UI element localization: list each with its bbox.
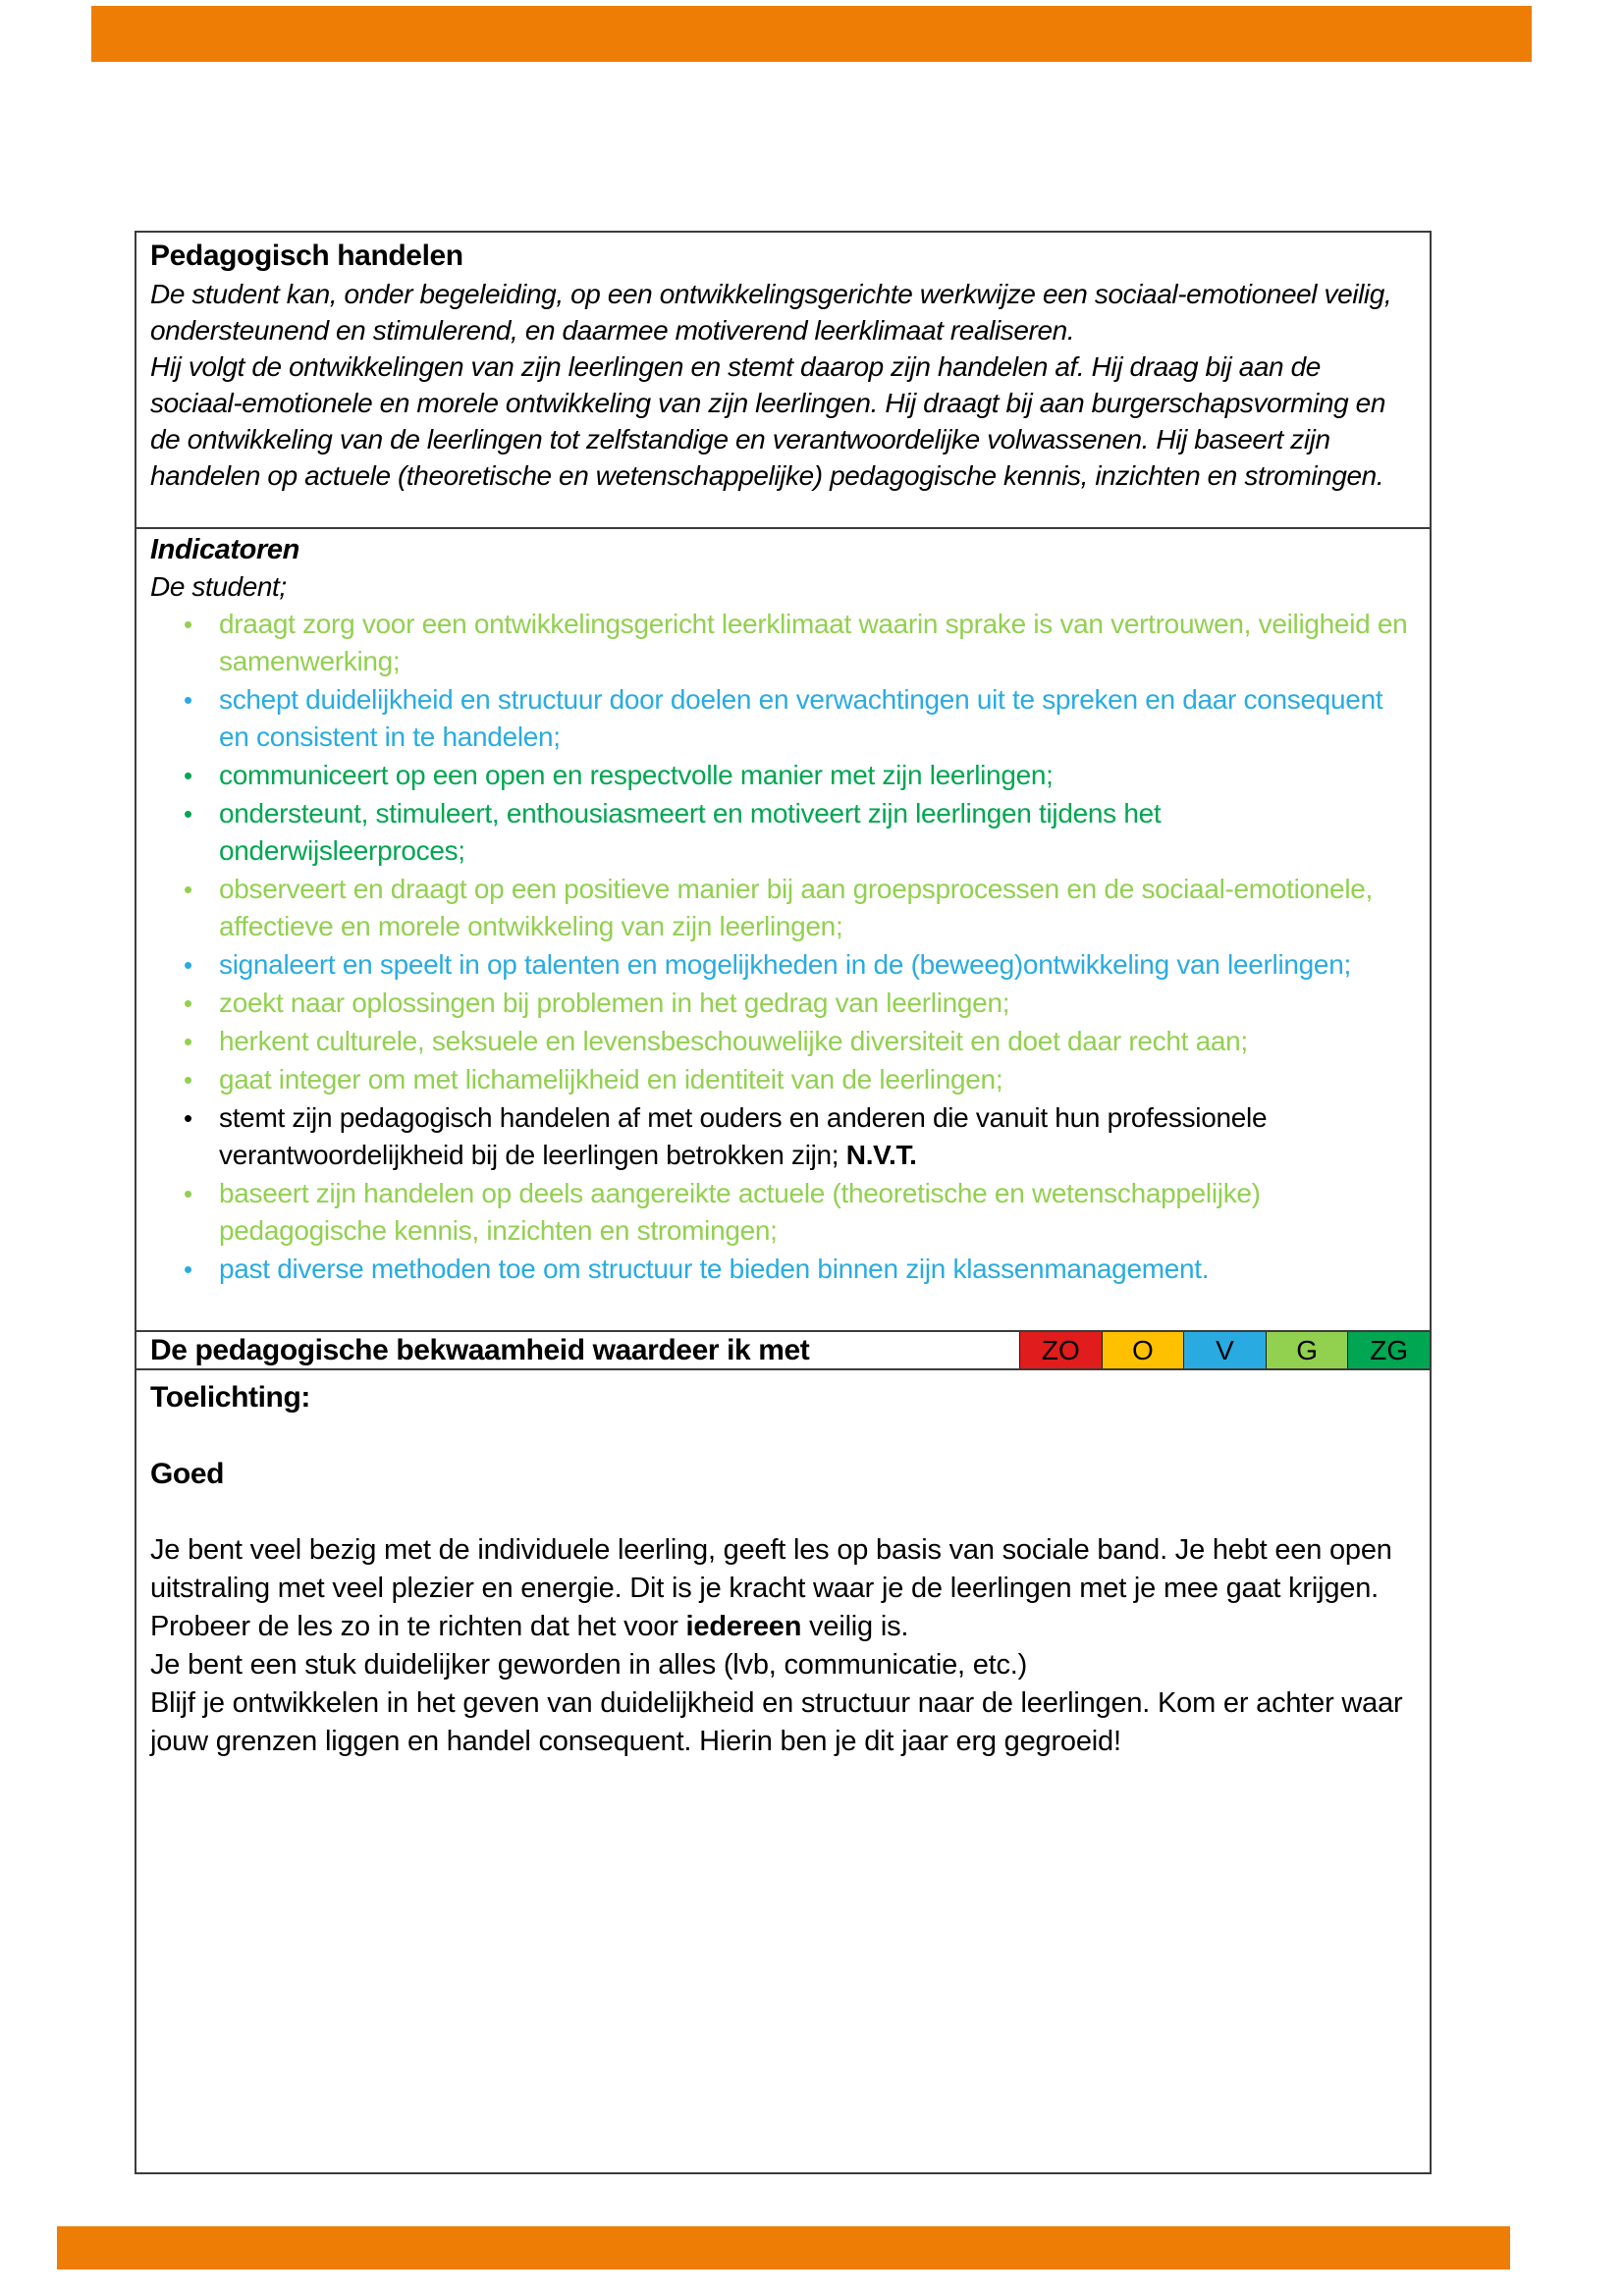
section-title: Pedagogisch handelen (150, 240, 463, 272)
indicator-text: stemt zijn pedagogisch handelen af met ouders en anderen die vanuit hun professionele verantwoordelijkheid bij de leerlingen betrokken zijn; (219, 1102, 1268, 1170)
indicator-text: ondersteunt, stimuleert, enthousiasmeert en motiveert zijn leerlingen tijdens het onderwijsleerproces; (219, 798, 1162, 866)
indicator-item (150, 871, 1414, 945)
feedback-paragraph-2: Je bent een stuk duidelijker geworden in alles (lvb, communicatie, etc.) (150, 1649, 1028, 1681)
rating-cell-zo: ZO (1019, 1332, 1102, 1368)
indicator-text: draagt zorg voor een ontwikkelingsgericht leerklimaat waarin sprake is van vertrouwen, veiligheid en samenwerking; (219, 609, 1408, 676)
top-orange-bar (91, 6, 1532, 62)
bullet-icon: • (184, 1255, 192, 1284)
bullet-icon: • (184, 1179, 192, 1208)
indicator-text: observeert en draagt op een positieve manier bij aan groepsprocessen en de sociaal-emotionele, affectieve en morele ontwikkeling van zijn leerlingen; (219, 874, 1373, 941)
rating-cell-zg: ZG (1347, 1332, 1430, 1368)
bullet-icon: • (184, 875, 192, 904)
indicator-item (150, 1251, 1414, 1288)
indicator-text: communiceert op een open en respectvolle manier met zijn leerlingen; (219, 760, 1054, 790)
grade-label: Goed (150, 1458, 225, 1490)
feedback-paragraph-3: Blijf je ontwikkelen in het geven van duidelijkheid en structuur naar de leerlingen. Kom er achter waar jouw grenzen liggen en handel consequent. Hierin ben je dit jaar erg gegroeid! (150, 1687, 1403, 1757)
indicator-text: gaat integer om met lichamelijkheid en identiteit van de leerlingen; (219, 1064, 1003, 1095)
indicator-text: zoekt naar oplossingen bij problemen in het gedrag van leerlingen; (219, 988, 1010, 1018)
indicator-text: schept duidelijkheid en structuur door doelen en verwachtingen uit te spreken en daar consequent en consistent in te handelen; (219, 684, 1383, 752)
bullet-icon: • (184, 988, 192, 1018)
bullet-icon: • (184, 950, 192, 980)
bullet-icon: • (184, 610, 192, 639)
feedback-text: Je bent veel bezig met de individuele leerling, geeft les op basis van sociale band. Je hebt een open uitstraling met veel plezier en energie. Dit is je kracht waar je de leerlingen met je mee gaat krijgen. Probeer de les zo in te richten dat het voor (150, 1534, 1392, 1642)
indicators-heading: Indicatoren (150, 534, 299, 565)
bullet-icon: • (184, 685, 192, 715)
indicator-item (150, 1061, 1414, 1098)
bottom-orange-bar (57, 2226, 1510, 2269)
rating-label: De pedagogische bekwaamheid waardeer ik met (150, 1333, 810, 1366)
section-indicatoren (136, 527, 1430, 1330)
spacer (150, 1416, 1414, 1455)
indicator-text: signaleert en speelt in op talenten en mogelijkheden in de (beweeg)ontwikkeling van leerlingen; (219, 949, 1351, 980)
indicator-item (150, 606, 1414, 680)
feedback-paragraph-1 (150, 1531, 1414, 1646)
indicator-item (150, 757, 1414, 794)
competency-description-2: Hij volgt de ontwikkelingen van zijn leerlingen en stemt daarop zijn handelen af. Hij draag bij aan de sociaal-emotionele en morele ontwikkeling van zijn leerlingen. Hij draagt bij aan burgerschapsvorming en de ontwikkeling van de leerlingen tot zelfstandige en verantwoordelijke volwassenen. Hij baseert zijn handelen op actuele (theoretische en wetenschappelijke) pedagogische kennis, inzichten en stromingen. (150, 351, 1385, 491)
rating-cell-g: G (1266, 1332, 1348, 1368)
toelichting-heading: Toelichting: (150, 1381, 310, 1414)
indicator-item (150, 1175, 1414, 1250)
feedback-text: veilig is. (801, 1611, 909, 1642)
bullet-icon: • (184, 761, 192, 790)
indicator-nvt-label: N.V.T. (845, 1140, 917, 1170)
indicator-item (150, 681, 1414, 756)
indicator-item (150, 1023, 1414, 1060)
rating-cell-o: O (1102, 1332, 1184, 1368)
bullet-icon: • (184, 1065, 192, 1095)
bullet-icon: • (184, 1103, 192, 1133)
indicator-item (150, 1099, 1414, 1174)
competency-description-1: De student kan, onder begeleiding, op een ontwikkelingsgerichte werkwijze een sociaal-emotioneel veilig, ondersteunend en stimulerend, en daarmee motiverend leerklimaat realiseren. (150, 279, 1392, 346)
section-toelichting (136, 1368, 1430, 2172)
bullet-icon: • (184, 799, 192, 828)
indicator-item (150, 795, 1414, 870)
bullet-icon: • (184, 1027, 192, 1056)
indicator-text: baseert zijn handelen op deels aangereikte actuele (theoretische en wetenschappelijke) pedagogische kennis, inzichten en stromingen; (219, 1178, 1261, 1246)
feedback-bold-word: iedereen (685, 1611, 802, 1642)
assessment-table (135, 231, 1432, 2174)
section-pedagogisch-handelen (136, 233, 1430, 527)
indicators-subheading: De student; (150, 571, 287, 602)
spacer (150, 1493, 1414, 1531)
indicator-text: past diverse methoden toe om structuur te bieden binnen zijn klassenmanagement. (219, 1254, 1210, 1284)
indicator-item (150, 946, 1414, 984)
rating-cell-v: V (1183, 1332, 1266, 1368)
rating-scale (1019, 1332, 1430, 1368)
indicator-item (150, 985, 1414, 1022)
indicator-text: herkent culturele, seksuele en levensbeschouwelijke diversiteit en doet daar recht aan; (219, 1026, 1248, 1056)
rating-row (136, 1330, 1430, 1368)
